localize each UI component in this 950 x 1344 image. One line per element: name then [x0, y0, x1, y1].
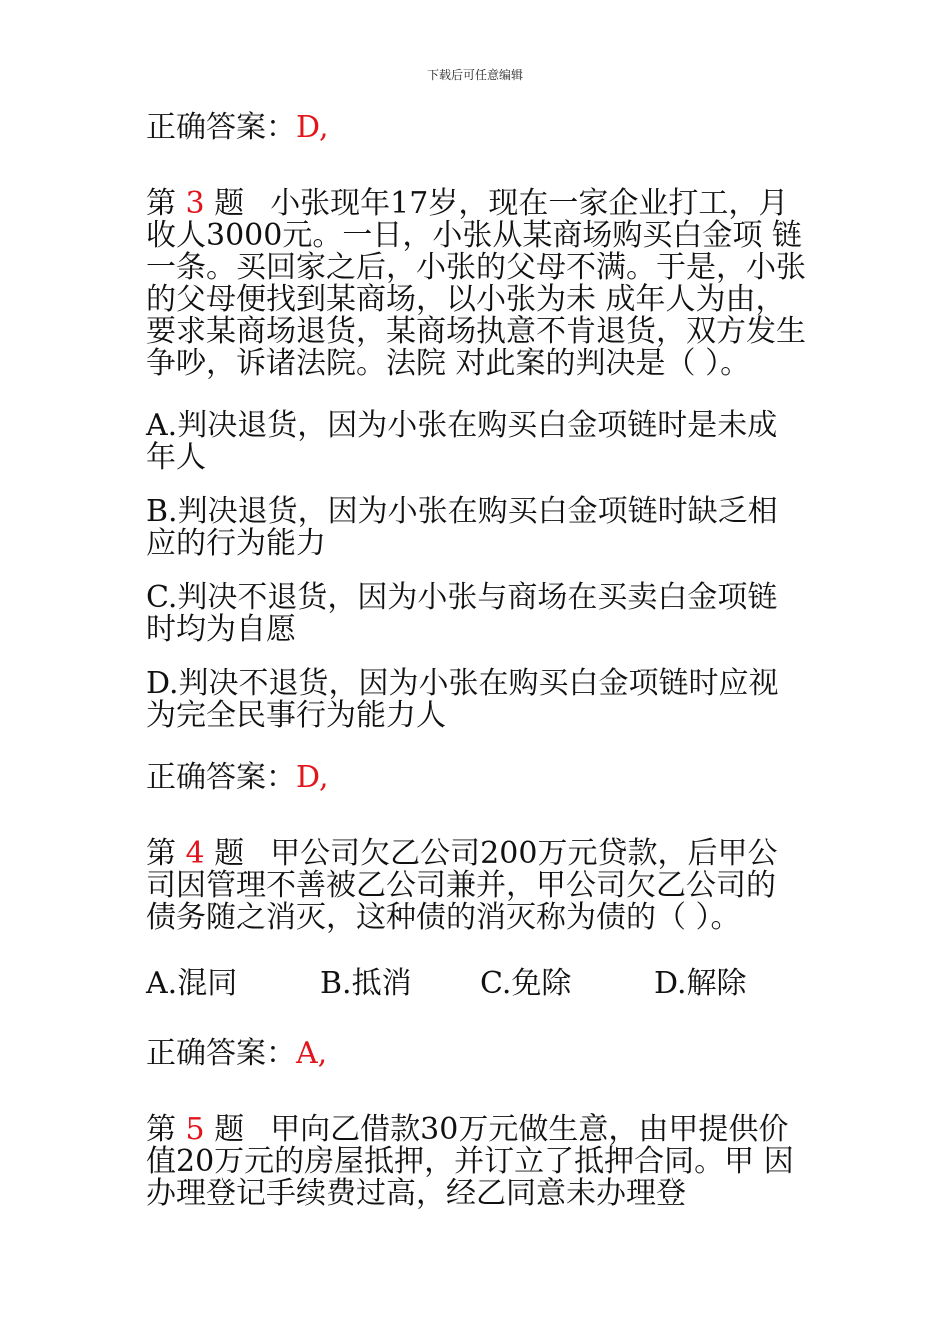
question-text: 小张现年17岁，现在一家企业打工，月收人3000元。一日，小张从某商场购买白金项 链一条。买回家之后，小张的父母不满。于是，小张的父母便找到某商场，以小张为未 成年人为由，要求某商场退货，某商场执意不肯退货，双方发生争吵，诉诸法院。法院 对此案的判决是（ ）。 — [146, 186, 806, 381]
option-b: B.判决退货，因为小张在购买白金项链时缺乏相应的行为能力 — [146, 494, 778, 561]
option-d: D.解除 — [654, 966, 747, 1001]
answer-value: D, — [296, 760, 329, 795]
question-number: 5 — [185, 1112, 205, 1147]
answer-label: 正确答案： — [146, 1036, 296, 1071]
question-prefix: 第 — [146, 836, 176, 871]
question-text: 甲向乙借款30万元做生意，由甲提供价值20万元的房屋抵押，并订立了抵押合同。甲 因办理登记手续费过高，经乙同意未办理登 — [146, 1112, 794, 1211]
question-prefix: 第 — [146, 186, 176, 221]
answer-label: 正确答案： — [146, 760, 296, 795]
question-suffix: 题 — [214, 1112, 245, 1147]
option-c: C.免除 — [480, 966, 572, 1001]
option-d: D.判决不退货，因为小张在购买白金项链时应视为完全民事行为能力人 — [146, 666, 779, 733]
question-prefix: 第 — [146, 1112, 176, 1147]
answer-line-q4 — [146, 1038, 806, 1070]
option-a: A.判决退货，因为小张在购买白金项链时是未成年人 — [146, 408, 778, 475]
answer-value: D, — [296, 110, 329, 145]
question-5 — [146, 1114, 806, 1210]
page-header: 下载后可任意编辑 — [426, 68, 523, 82]
answer-label: 正确答案： — [146, 110, 296, 145]
answer-line-prev — [146, 112, 806, 144]
question-suffix: 题 — [214, 186, 245, 221]
options-row — [146, 968, 806, 1000]
option-c: C.判决不退货，因为小张与商场在买卖白金项链时均为自愿 — [146, 580, 778, 647]
option-a: A.混同 — [146, 966, 238, 1001]
document-body — [146, 112, 806, 1240]
question-4 — [146, 838, 806, 934]
answer-line-q3 — [146, 762, 806, 794]
option-b: B.抵消 — [320, 966, 412, 1001]
question-suffix: 题 — [214, 836, 245, 871]
question-3 — [146, 188, 806, 380]
question-text: 甲公司欠乙公司200万元贷款，后甲公司因管理不善被乙公司兼并，甲公司欠乙公司的 债务随之消灭，这种债的消灭称为债的（ ）。 — [146, 836, 778, 935]
question-number: 4 — [185, 836, 205, 871]
question-number: 3 — [185, 186, 205, 221]
answer-value: A, — [296, 1036, 328, 1071]
